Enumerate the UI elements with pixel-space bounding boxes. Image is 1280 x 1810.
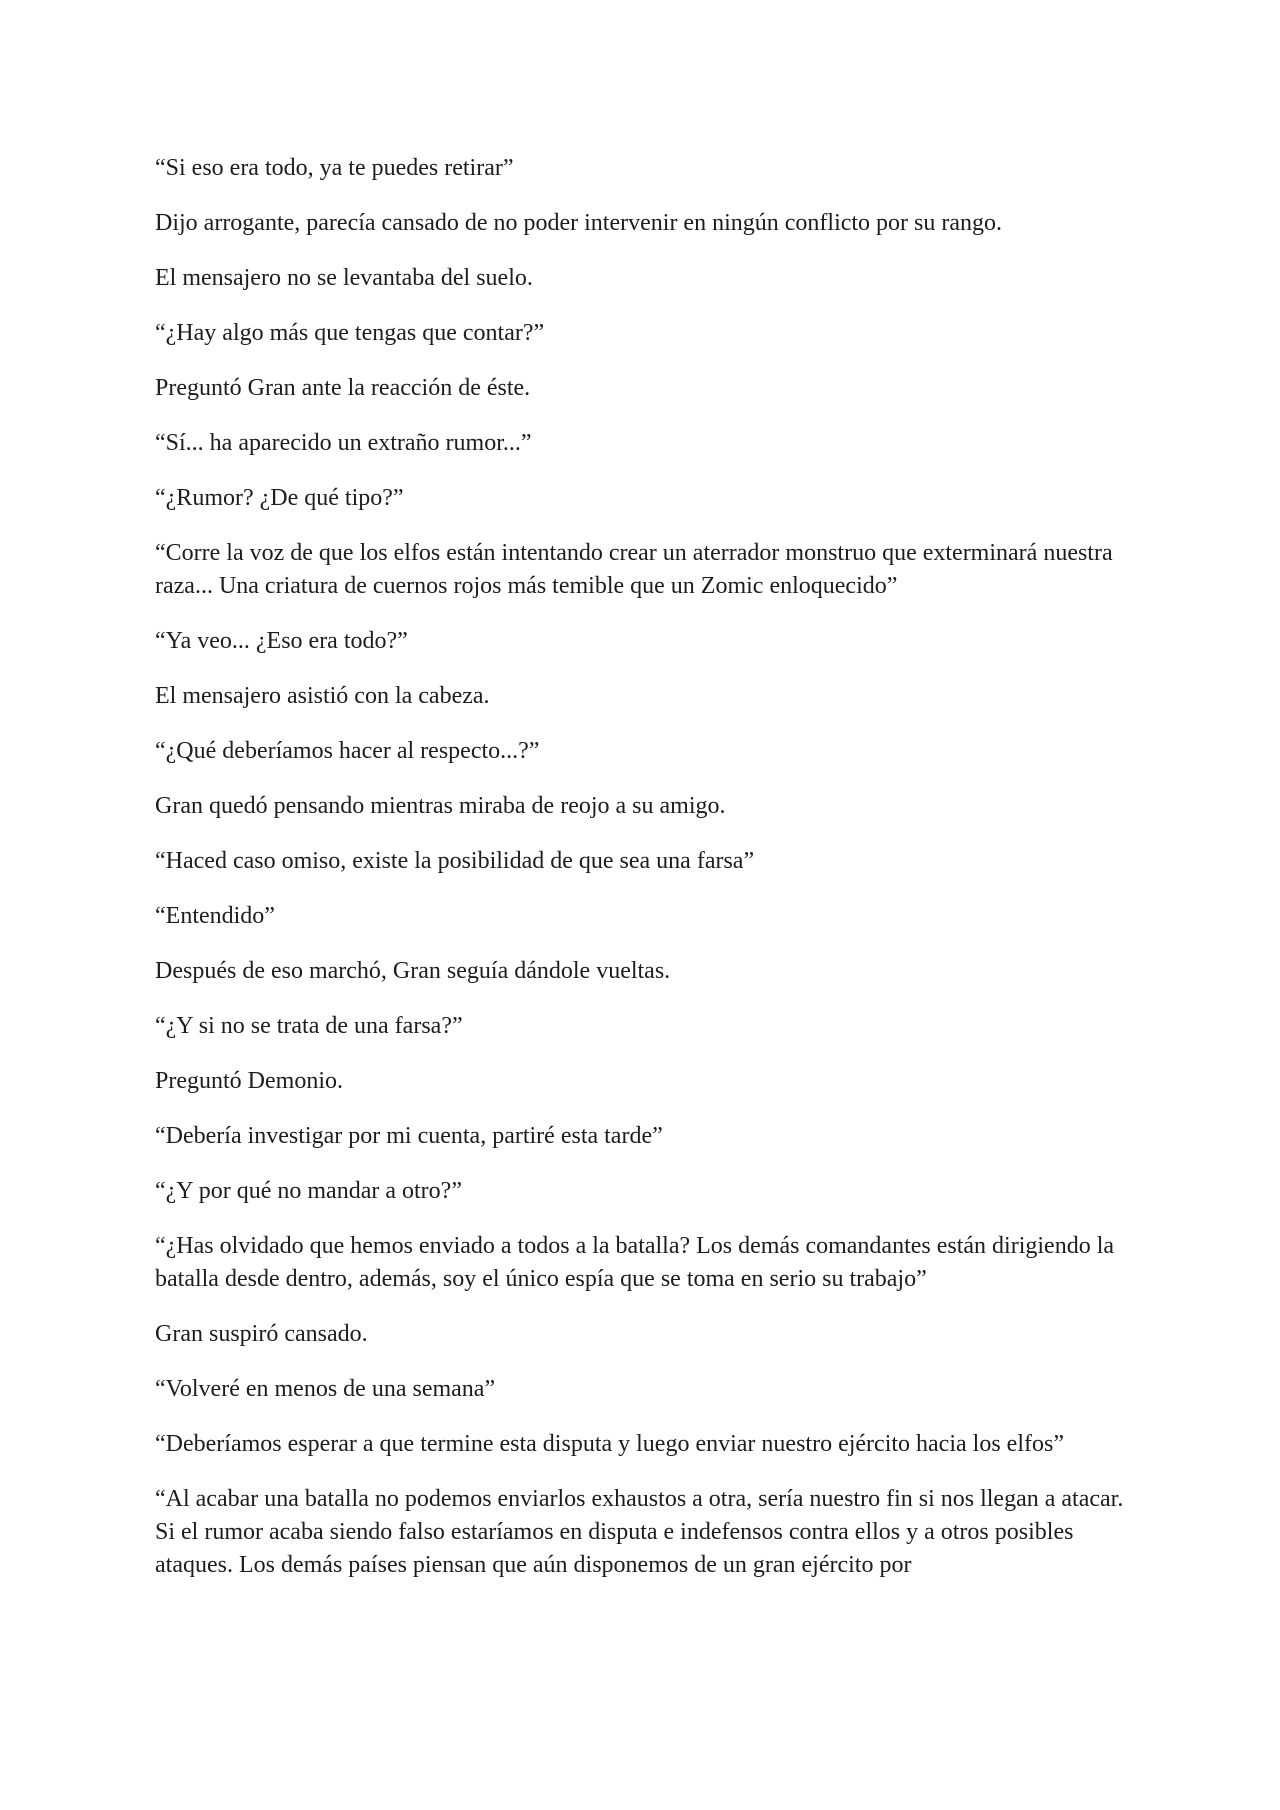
paragraph: “¿Rumor? ¿De qué tipo?” [155,485,404,511]
paragraph: “Deberíamos esperar a que termine esta disputa y luego enviar nuestro ejército hacia los elfos” [155,1431,1064,1457]
paragraph: Preguntó Gran ante la reacción de éste. [155,375,531,401]
paragraph: Dijo arrogante, parecía cansado de no poder intervenir en ningún conflicto por su rango. [155,210,1003,236]
paragraph: “¿Y si no se trata de una farsa?” [155,1013,463,1039]
paragraph: “Debería investigar por mi cuenta, partiré esta tarde” [155,1123,663,1149]
paragraph: “¿Has olvidado que hemos enviado a todos a la batalla? Los demás comandantes están dirigiendo la batalla desde dentro, además, soy el único espía que se toma en serio su trabajo” [155,1233,1115,1292]
paragraph: El mensajero asistió con la cabeza. [155,683,490,709]
paragraph: Gran suspiró cansado. [155,1321,368,1347]
paragraph: “Entendido” [155,903,275,929]
paragraph: “¿Y por qué no mandar a otro?” [155,1178,462,1204]
paragraph: Gran quedó pensando mientras miraba de reojo a su amigo. [155,793,726,819]
document-page [155,152,1145,1604]
paragraph: Después de eso marchó, Gran seguía dándole vueltas. [155,958,671,984]
paragraph: Preguntó Demonio. [155,1068,343,1094]
paragraph: “Al acabar una batalla no podemos enviarlos exhaustos a otra, sería nuestro fin si nos llegan a atacar. Si el rumor acaba siendo falso estaríamos en disputa e indefensos contra ellos y a otros posibles ataques. Los demás países piensan que aún disponemos de un gran ejército por [155,1486,1124,1578]
paragraph: “¿Qué deberíamos hacer al respecto...?” [155,738,540,764]
paragraph: “Ya veo... ¿Eso era todo?” [155,628,408,654]
paragraph: “Corre la voz de que los elfos están intentando crear un aterrador monstruo que exterminará nuestra raza... Una criatura de cuernos rojos más temible que un Zomic enloquecido” [155,540,1113,599]
paragraph: “Volveré en menos de una semana” [155,1376,496,1402]
paragraph: El mensajero no se levantaba del suelo. [155,265,533,291]
paragraph: “Haced caso omiso, existe la posibilidad de que sea una farsa” [155,848,755,874]
paragraph: “Si eso era todo, ya te puedes retirar” [155,155,514,181]
paragraph: “¿Hay algo más que tengas que contar?” [155,320,545,346]
paragraph: “Sí... ha aparecido un extraño rumor...” [155,430,532,456]
